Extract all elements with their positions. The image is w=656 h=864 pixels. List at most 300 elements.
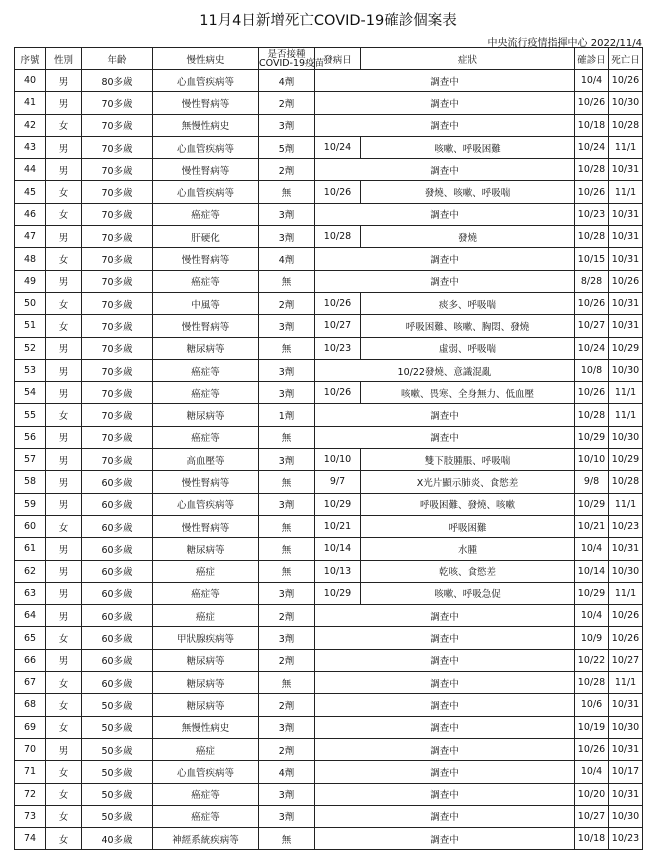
cell-age: 50多歲 <box>82 694 153 716</box>
cell-vaccine: 2劑 <box>259 694 315 716</box>
table-row <box>15 382 643 404</box>
cell-confirmed: 10/28 <box>575 226 609 248</box>
cell-vaccine: 3劑 <box>259 805 315 827</box>
cell-confirmed: 10/26 <box>575 382 609 404</box>
cell-age: 70多歲 <box>82 226 153 248</box>
table-row <box>15 426 643 448</box>
cell-confirmed: 10/29 <box>575 582 609 604</box>
cell-death: 10/30 <box>609 560 643 582</box>
cell-symptoms: X光片顯示肺炎、食慾差 <box>361 471 575 493</box>
cell-age: 70多歲 <box>82 92 153 114</box>
cell-age: 60多歲 <box>82 538 153 560</box>
cell-onset: 10/24 <box>315 136 361 158</box>
cell-age: 60多歲 <box>82 471 153 493</box>
cell-vaccine: 2劑 <box>259 649 315 671</box>
cell-confirmed: 10/19 <box>575 716 609 738</box>
cell-age: 50多歲 <box>82 738 153 760</box>
cell-confirmed: 10/4 <box>575 605 609 627</box>
cell-history: 糖尿病等 <box>153 694 259 716</box>
cell-id: 41 <box>15 92 46 114</box>
cell-id: 60 <box>15 515 46 537</box>
header-id: 序號 <box>15 48 46 70</box>
cell-id: 43 <box>15 136 46 158</box>
cell-symptoms: 虛弱、呼吸喘 <box>361 337 575 359</box>
cell-age: 70多歲 <box>82 159 153 181</box>
cell-onset: 10/28 <box>315 226 361 248</box>
cell-vaccine: 3劑 <box>259 359 315 381</box>
cell-vaccine: 4劑 <box>259 761 315 783</box>
cell-age: 70多歲 <box>82 136 153 158</box>
cell-history: 癌症等 <box>153 203 259 225</box>
cell-death: 10/30 <box>609 426 643 448</box>
cell-age: 80多歲 <box>82 70 153 92</box>
cell-death: 10/26 <box>609 70 643 92</box>
cell-age: 70多歲 <box>82 426 153 448</box>
cell-death: 11/1 <box>609 672 643 694</box>
cell-id: 46 <box>15 203 46 225</box>
cell-history: 肝硬化 <box>153 226 259 248</box>
cell-age: 70多歲 <box>82 248 153 270</box>
cell-id: 74 <box>15 828 46 850</box>
cell-vaccine: 2劑 <box>259 92 315 114</box>
cell-sex: 女 <box>46 203 82 225</box>
table-row <box>15 92 643 114</box>
cell-id: 53 <box>15 359 46 381</box>
header-vaccine-line2: COVID-19疫苗 <box>259 57 325 69</box>
cell-symptoms: 水腫 <box>361 538 575 560</box>
cell-death: 10/30 <box>609 805 643 827</box>
cell-symptoms: 調查中 <box>315 70 575 92</box>
table-row <box>15 136 643 158</box>
cell-sex: 女 <box>46 292 82 314</box>
cell-id: 50 <box>15 292 46 314</box>
cell-id: 67 <box>15 672 46 694</box>
cell-symptoms: 調查中 <box>315 761 575 783</box>
cell-id: 65 <box>15 627 46 649</box>
cell-id: 40 <box>15 70 46 92</box>
cell-age: 70多歲 <box>82 359 153 381</box>
cell-vaccine: 無 <box>259 471 315 493</box>
table-row <box>15 716 643 738</box>
cell-sex: 男 <box>46 471 82 493</box>
cell-death: 10/23 <box>609 515 643 537</box>
cell-confirmed: 10/26 <box>575 181 609 203</box>
cell-age: 70多歲 <box>82 292 153 314</box>
cell-sex: 女 <box>46 672 82 694</box>
table-row <box>15 114 643 136</box>
cell-death: 10/30 <box>609 359 643 381</box>
cell-death: 10/31 <box>609 738 643 760</box>
cell-symptoms: 雙下肢腫脹、呼吸喘 <box>361 449 575 471</box>
cell-symptoms: 調查中 <box>315 404 575 426</box>
cell-symptoms: 調查中 <box>315 716 575 738</box>
table-row <box>15 783 643 805</box>
cell-death: 10/29 <box>609 337 643 359</box>
cell-death: 10/31 <box>609 159 643 181</box>
cell-death: 10/27 <box>609 649 643 671</box>
cell-sex: 男 <box>46 538 82 560</box>
cell-history: 無慢性病史 <box>153 716 259 738</box>
header-history: 慢性病史 <box>153 48 259 70</box>
header-death: 死亡日 <box>609 48 643 70</box>
cell-sex: 女 <box>46 404 82 426</box>
cell-symptoms: 調查中 <box>315 783 575 805</box>
cell-id: 62 <box>15 560 46 582</box>
cell-age: 70多歲 <box>82 404 153 426</box>
table-row <box>15 70 643 92</box>
cell-age: 70多歲 <box>82 181 153 203</box>
cell-death: 10/31 <box>609 783 643 805</box>
cell-history: 慢性腎病等 <box>153 248 259 270</box>
cell-sex: 男 <box>46 649 82 671</box>
cell-confirmed: 8/28 <box>575 270 609 292</box>
cell-history: 慢性腎病等 <box>153 92 259 114</box>
cell-id: 69 <box>15 716 46 738</box>
cell-sex: 女 <box>46 248 82 270</box>
source-attribution: 中央流行疫情指揮中心 2022/11/4 <box>487 38 642 49</box>
cell-death: 11/1 <box>609 582 643 604</box>
cell-symptoms: 調查中 <box>315 92 575 114</box>
table-row <box>15 449 643 471</box>
cell-confirmed: 10/8 <box>575 359 609 381</box>
cell-symptoms: 調查中 <box>315 738 575 760</box>
cell-history: 癌症等 <box>153 270 259 292</box>
cell-sex: 男 <box>46 92 82 114</box>
cell-confirmed: 10/6 <box>575 694 609 716</box>
cell-history: 心血管疾病等 <box>153 761 259 783</box>
cell-age: 50多歲 <box>82 761 153 783</box>
cell-death: 10/31 <box>609 248 643 270</box>
cell-age: 60多歲 <box>82 582 153 604</box>
cell-confirmed: 9/8 <box>575 471 609 493</box>
cell-history: 無慢性病史 <box>153 114 259 136</box>
cell-vaccine: 3劑 <box>259 114 315 136</box>
cell-history: 心血管疾病等 <box>153 493 259 515</box>
cell-history: 慢性腎病等 <box>153 471 259 493</box>
table-row <box>15 515 643 537</box>
cell-death: 10/26 <box>609 605 643 627</box>
cell-death: 10/28 <box>609 471 643 493</box>
header-sex: 性別 <box>46 48 82 70</box>
cell-age: 50多歲 <box>82 716 153 738</box>
table-row <box>15 471 643 493</box>
cell-sex: 女 <box>46 627 82 649</box>
cell-age: 70多歲 <box>82 203 153 225</box>
cell-death: 10/31 <box>609 538 643 560</box>
cell-vaccine: 3劑 <box>259 315 315 337</box>
cell-confirmed: 10/14 <box>575 560 609 582</box>
table-header-row <box>15 48 643 70</box>
cell-id: 42 <box>15 114 46 136</box>
table-row <box>15 248 643 270</box>
cell-confirmed: 10/9 <box>575 627 609 649</box>
cell-vaccine: 無 <box>259 515 315 537</box>
cell-vaccine: 無 <box>259 181 315 203</box>
table-row <box>15 538 643 560</box>
table-row <box>15 159 643 181</box>
cell-confirmed: 10/24 <box>575 136 609 158</box>
cell-history: 糖尿病等 <box>153 538 259 560</box>
cell-id: 56 <box>15 426 46 448</box>
table-row <box>15 582 643 604</box>
cell-id: 72 <box>15 783 46 805</box>
cell-age: 60多歲 <box>82 649 153 671</box>
cell-history: 癌症 <box>153 560 259 582</box>
cell-sex: 男 <box>46 359 82 381</box>
cell-onset: 10/13 <box>315 560 361 582</box>
cell-vaccine: 1劑 <box>259 404 315 426</box>
cell-symptoms: 調查中 <box>315 649 575 671</box>
cell-symptoms: 調查中 <box>315 270 575 292</box>
cell-history: 心血管疾病等 <box>153 181 259 203</box>
cell-sex: 男 <box>46 226 82 248</box>
cell-history: 心血管疾病等 <box>153 70 259 92</box>
cell-sex: 男 <box>46 159 82 181</box>
cell-id: 58 <box>15 471 46 493</box>
cell-sex: 男 <box>46 582 82 604</box>
table-row <box>15 627 643 649</box>
cell-age: 40多歲 <box>82 828 153 850</box>
cell-sex: 男 <box>46 560 82 582</box>
cell-symptoms: 咳嗽、呼吸困難 <box>361 136 575 158</box>
cell-history: 甲狀腺疾病等 <box>153 627 259 649</box>
cell-id: 52 <box>15 337 46 359</box>
cell-confirmed: 10/28 <box>575 404 609 426</box>
cell-history: 心血管疾病等 <box>153 136 259 158</box>
cell-sex: 男 <box>46 382 82 404</box>
cell-confirmed: 10/26 <box>575 292 609 314</box>
table-row <box>15 404 643 426</box>
cell-symptoms: 調查中 <box>315 828 575 850</box>
cell-age: 60多歲 <box>82 672 153 694</box>
cell-confirmed: 10/15 <box>575 248 609 270</box>
cell-confirmed: 10/18 <box>575 114 609 136</box>
cell-id: 68 <box>15 694 46 716</box>
cell-id: 64 <box>15 605 46 627</box>
table-row <box>15 560 643 582</box>
table-row <box>15 761 643 783</box>
cell-id: 51 <box>15 315 46 337</box>
header-symptoms: 症狀 <box>361 48 575 70</box>
cell-death: 10/29 <box>609 449 643 471</box>
cell-age: 70多歲 <box>82 315 153 337</box>
cell-history: 癌症等 <box>153 359 259 381</box>
cell-confirmed: 10/4 <box>575 761 609 783</box>
cell-death: 11/1 <box>609 404 643 426</box>
cell-confirmed: 10/27 <box>575 315 609 337</box>
cell-vaccine: 無 <box>259 270 315 292</box>
cell-history: 癌症 <box>153 605 259 627</box>
cell-vaccine: 3劑 <box>259 627 315 649</box>
cell-confirmed: 10/4 <box>575 70 609 92</box>
cell-age: 60多歲 <box>82 605 153 627</box>
cell-history: 糖尿病等 <box>153 404 259 426</box>
cell-confirmed: 10/26 <box>575 738 609 760</box>
cell-history: 慢性腎病等 <box>153 515 259 537</box>
cell-vaccine: 4劑 <box>259 70 315 92</box>
cell-vaccine: 無 <box>259 538 315 560</box>
cell-confirmed: 10/29 <box>575 426 609 448</box>
cell-vaccine: 無 <box>259 672 315 694</box>
cell-death: 11/1 <box>609 136 643 158</box>
cell-sex: 男 <box>46 605 82 627</box>
table-body <box>15 70 643 850</box>
table-row <box>15 359 643 381</box>
cell-history: 癌症 <box>153 738 259 760</box>
cell-id: 61 <box>15 538 46 560</box>
table-row <box>15 738 643 760</box>
cell-history: 高血壓等 <box>153 449 259 471</box>
cell-confirmed: 10/21 <box>575 515 609 537</box>
cell-confirmed: 10/28 <box>575 159 609 181</box>
cell-confirmed: 10/29 <box>575 493 609 515</box>
cell-symptoms: 調查中 <box>315 248 575 270</box>
cell-death: 10/31 <box>609 226 643 248</box>
cell-death: 11/1 <box>609 181 643 203</box>
cell-sex: 女 <box>46 114 82 136</box>
header-age: 年齡 <box>82 48 153 70</box>
cell-sex: 男 <box>46 70 82 92</box>
cell-vaccine: 5劑 <box>259 136 315 158</box>
cell-confirmed: 10/28 <box>575 672 609 694</box>
cell-history: 糖尿病等 <box>153 649 259 671</box>
cell-vaccine: 無 <box>259 337 315 359</box>
cell-confirmed: 10/4 <box>575 538 609 560</box>
cell-age: 60多歲 <box>82 627 153 649</box>
cell-sex: 女 <box>46 783 82 805</box>
cell-death: 10/31 <box>609 203 643 225</box>
cell-history: 癌症等 <box>153 382 259 404</box>
page-title: 11月4日新增死亡COVID-19確診個案表 <box>199 13 457 29</box>
cell-sex: 女 <box>46 515 82 537</box>
cell-history: 糖尿病等 <box>153 337 259 359</box>
cell-death: 10/31 <box>609 694 643 716</box>
cell-symptoms: 痰多、呼吸喘 <box>361 292 575 314</box>
cell-vaccine: 無 <box>259 560 315 582</box>
cell-sex: 女 <box>46 805 82 827</box>
cell-death: 11/1 <box>609 493 643 515</box>
cell-symptoms: 調查中 <box>315 426 575 448</box>
cell-id: 49 <box>15 270 46 292</box>
cell-vaccine: 4劑 <box>259 248 315 270</box>
cell-symptoms: 呼吸困難、咳嗽、胸悶、發燒 <box>361 315 575 337</box>
cell-death: 10/30 <box>609 716 643 738</box>
cell-onset: 10/21 <box>315 515 361 537</box>
cell-death: 10/26 <box>609 270 643 292</box>
cell-age: 60多歲 <box>82 560 153 582</box>
cell-symptoms: 調查中 <box>315 805 575 827</box>
cell-history: 神經系統疾病等 <box>153 828 259 850</box>
cell-id: 73 <box>15 805 46 827</box>
table-row <box>15 672 643 694</box>
cell-symptoms: 咳嗽、畏寒、全身無力、低血壓 <box>361 382 575 404</box>
table-row <box>15 226 643 248</box>
table-row <box>15 292 643 314</box>
cell-sex: 男 <box>46 738 82 760</box>
cell-symptoms: 呼吸困難 <box>361 515 575 537</box>
cell-symptoms: 調查中 <box>315 627 575 649</box>
cell-vaccine: 3劑 <box>259 226 315 248</box>
cell-history: 癌症等 <box>153 805 259 827</box>
cell-id: 44 <box>15 159 46 181</box>
cell-symptoms: 調查中 <box>315 114 575 136</box>
table-row <box>15 605 643 627</box>
table-row <box>15 337 643 359</box>
cell-vaccine: 3劑 <box>259 382 315 404</box>
cell-symptoms: 10/22發燒、意識混亂 <box>315 359 575 381</box>
cell-sex: 男 <box>46 337 82 359</box>
cell-symptoms: 咳嗽、呼吸急促 <box>361 582 575 604</box>
table-row <box>15 270 643 292</box>
cell-death: 10/31 <box>609 315 643 337</box>
cell-vaccine: 2劑 <box>259 159 315 181</box>
cell-id: 45 <box>15 181 46 203</box>
cell-symptoms: 調查中 <box>315 694 575 716</box>
cell-id: 47 <box>15 226 46 248</box>
cell-id: 55 <box>15 404 46 426</box>
cell-vaccine: 3劑 <box>259 449 315 471</box>
header-confirmed: 確診日 <box>575 48 609 70</box>
cell-onset: 10/14 <box>315 538 361 560</box>
table-row <box>15 203 643 225</box>
cell-symptoms: 調查中 <box>315 605 575 627</box>
cell-death: 10/23 <box>609 828 643 850</box>
cell-death: 11/1 <box>609 382 643 404</box>
cell-vaccine: 3劑 <box>259 716 315 738</box>
cell-age: 70多歲 <box>82 449 153 471</box>
cell-confirmed: 10/26 <box>575 92 609 114</box>
cell-symptoms: 乾咳、食慾差 <box>361 560 575 582</box>
cell-id: 71 <box>15 761 46 783</box>
table-row <box>15 649 643 671</box>
cell-onset: 10/26 <box>315 382 361 404</box>
cell-id: 70 <box>15 738 46 760</box>
cell-confirmed: 10/20 <box>575 783 609 805</box>
cell-vaccine: 無 <box>259 828 315 850</box>
cell-age: 70多歲 <box>82 114 153 136</box>
cell-symptoms: 調查中 <box>315 672 575 694</box>
cell-vaccine: 2劑 <box>259 605 315 627</box>
cell-onset: 10/10 <box>315 449 361 471</box>
cell-death: 10/31 <box>609 292 643 314</box>
cell-sex: 女 <box>46 181 82 203</box>
cell-history: 糖尿病等 <box>153 672 259 694</box>
cell-symptoms: 調查中 <box>315 203 575 225</box>
cell-sex: 女 <box>46 716 82 738</box>
header-vaccine-line1: 是否接種 <box>267 48 306 60</box>
cell-sex: 女 <box>46 694 82 716</box>
cell-id: 66 <box>15 649 46 671</box>
cell-age: 50多歲 <box>82 783 153 805</box>
cell-vaccine: 無 <box>259 426 315 448</box>
header-vaccine <box>259 48 325 70</box>
table-row <box>15 694 643 716</box>
cell-age: 70多歲 <box>82 382 153 404</box>
cell-symptoms: 發燒、咳嗽、呼吸喘 <box>361 181 575 203</box>
cell-age: 70多歲 <box>82 337 153 359</box>
cell-onset: 9/7 <box>315 471 361 493</box>
cell-onset: 10/29 <box>315 582 361 604</box>
cell-onset: 10/26 <box>315 181 361 203</box>
cell-history: 癌症等 <box>153 582 259 604</box>
cell-history: 慢性腎病等 <box>153 159 259 181</box>
cell-age: 50多歲 <box>82 805 153 827</box>
cell-death: 10/28 <box>609 114 643 136</box>
cell-age: 70多歲 <box>82 270 153 292</box>
cell-confirmed: 10/22 <box>575 649 609 671</box>
table-row <box>15 828 643 850</box>
cell-id: 57 <box>15 449 46 471</box>
